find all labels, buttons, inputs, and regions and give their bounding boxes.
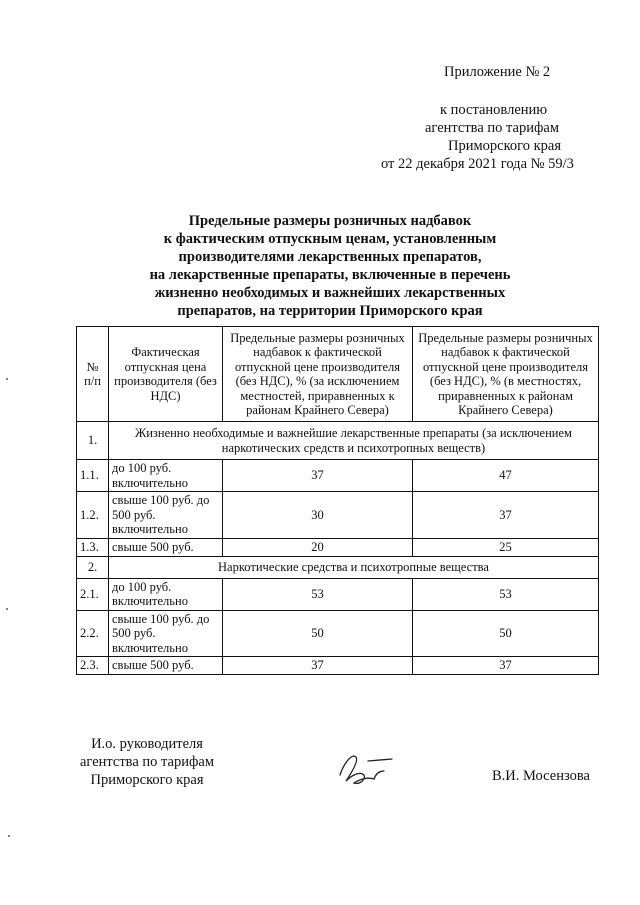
appendix-title: Приложение № 2 bbox=[444, 64, 551, 80]
title-line: Предельные размеры розничных надбавок bbox=[188, 213, 472, 229]
table-row bbox=[77, 610, 599, 657]
row-num: 2.1. bbox=[77, 578, 109, 610]
appendix-line-1: к постановлению bbox=[440, 102, 548, 118]
header-price: Фактическая отпускная цена производителя (без НДС) bbox=[109, 327, 223, 422]
signatory-name: В.И. Мосензова bbox=[492, 768, 590, 784]
scan-speck bbox=[6, 378, 8, 380]
row-num: 2.2. bbox=[77, 610, 109, 657]
row-markup-general: 30 bbox=[223, 492, 413, 539]
title-line: к фактическим отпускным ценам, установленным bbox=[163, 231, 497, 247]
document-title bbox=[80, 212, 580, 320]
title-line: жизненно необходимых и важнейших лекарственных bbox=[154, 285, 506, 301]
row-markup-north: 47 bbox=[413, 460, 599, 492]
scan-speck bbox=[8, 835, 10, 837]
position-line: Приморского края bbox=[90, 772, 204, 788]
row-price: свыше 100 руб. до 500 руб. включительно bbox=[109, 610, 223, 657]
header-num: № п/п bbox=[77, 327, 109, 422]
row-num: 2.3. bbox=[77, 657, 109, 675]
markup-table bbox=[76, 326, 599, 675]
row-markup-general: 37 bbox=[223, 460, 413, 492]
handwritten-signature bbox=[330, 745, 400, 793]
row-markup-north: 25 bbox=[413, 538, 599, 556]
position-line: И.о. руководителя bbox=[91, 736, 203, 752]
row-markup-north: 53 bbox=[413, 578, 599, 610]
section-row bbox=[77, 556, 599, 578]
table-row bbox=[77, 578, 599, 610]
row-markup-general: 53 bbox=[223, 578, 413, 610]
position-line: агентства по тарифам bbox=[80, 754, 214, 770]
row-markup-general: 37 bbox=[223, 657, 413, 675]
row-markup-north: 37 bbox=[413, 492, 599, 539]
table-row bbox=[77, 657, 599, 675]
header-markup-general: Предельные размеры розничных надбавок к фактической отпускной цене производителя (без НДС), % (за исключением местностей, приравненных к районам Крайнего Севера) bbox=[223, 327, 413, 422]
table-header-row bbox=[77, 327, 599, 422]
section-title: Наркотические средства и психотропные вещества bbox=[109, 556, 599, 578]
row-num: 1.1. bbox=[77, 460, 109, 492]
appendix-line-3: Приморского края bbox=[448, 138, 562, 154]
row-markup-north: 50 bbox=[413, 610, 599, 657]
scan-speck bbox=[6, 608, 8, 610]
row-markup-north: 37 bbox=[413, 657, 599, 675]
title-line: препаратов, на территории Приморского края bbox=[177, 303, 483, 319]
row-price: до 100 руб. включительно bbox=[109, 460, 223, 492]
appendix-line-4: от 22 декабря 2021 года № 59/3 bbox=[381, 156, 574, 172]
row-markup-general: 50 bbox=[223, 610, 413, 657]
header-markup-north: Предельные размеры розничных надбавок к фактической отпускной цене производителя (без НДС), % (в местностях, приравненных к районам Крайнего Севера) bbox=[413, 327, 599, 422]
signatory-position bbox=[80, 735, 214, 789]
row-price: свыше 100 руб. до 500 руб. включительно bbox=[109, 492, 223, 539]
row-num: 1.3. bbox=[77, 538, 109, 556]
row-markup-general: 20 bbox=[223, 538, 413, 556]
section-row bbox=[77, 422, 599, 460]
row-price: свыше 500 руб. bbox=[109, 538, 223, 556]
row-num: 1.2. bbox=[77, 492, 109, 539]
title-line: на лекарственные препараты, включенные в перечень bbox=[149, 267, 511, 283]
table-row bbox=[77, 538, 599, 556]
row-price: до 100 руб. включительно bbox=[109, 578, 223, 610]
row-price: свыше 500 руб. bbox=[109, 657, 223, 675]
title-line: производителями лекарственных препаратов, bbox=[178, 249, 482, 265]
section-num: 2. bbox=[77, 556, 109, 578]
section-title: Жизненно необходимые и важнейшие лекарственные препараты (за исключением наркотических средств и психотропных веществ) bbox=[109, 422, 599, 460]
section-num: 1. bbox=[77, 422, 109, 460]
table-row bbox=[77, 492, 599, 539]
table-row bbox=[77, 460, 599, 492]
appendix-line-2: агентства по тарифам bbox=[425, 120, 559, 136]
